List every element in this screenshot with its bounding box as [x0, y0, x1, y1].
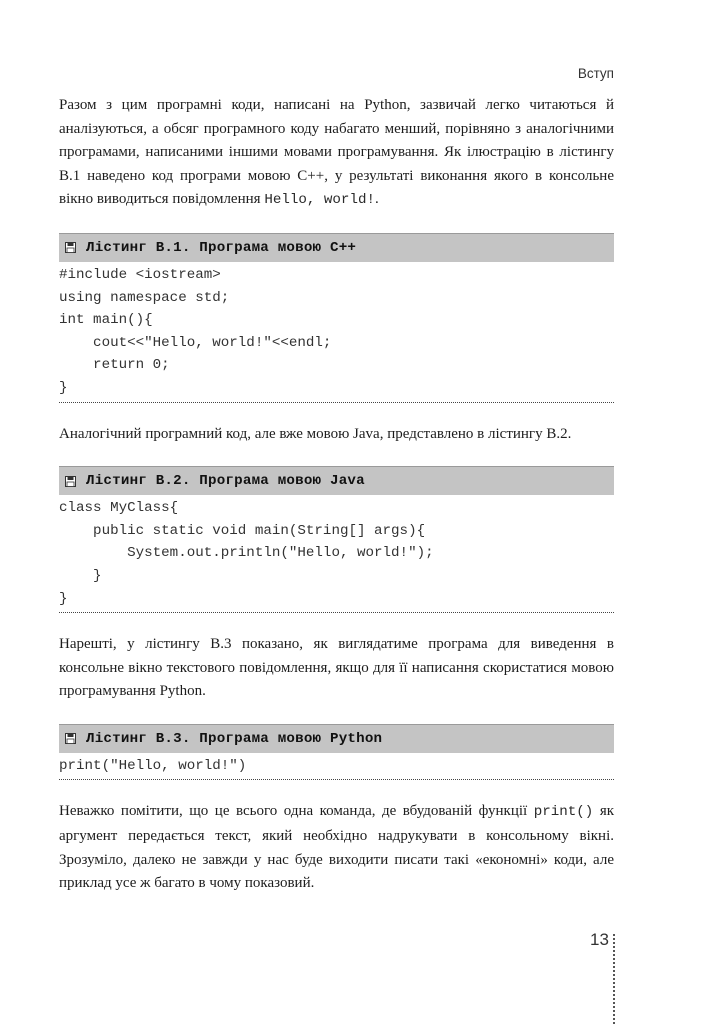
- listing-python: [59, 724, 614, 781]
- code-line: public static void main(String[] args){: [59, 522, 426, 539]
- running-header: Вступ: [577, 66, 614, 81]
- listing-cpp: [59, 233, 614, 403]
- paragraph-intro: [59, 94, 614, 213]
- code-line: cout<<"Hello, world!"<<endl;: [59, 334, 332, 351]
- listing-python-header: [59, 724, 614, 753]
- code-line: class MyClass{: [59, 500, 179, 517]
- paragraph-conclusion: [59, 800, 614, 895]
- code-line: }: [59, 567, 102, 584]
- code-line: print("Hello, world!"): [59, 757, 247, 774]
- listing-cpp-header: [59, 233, 614, 262]
- listing-java: [59, 466, 614, 613]
- paragraph-intro-tail: .: [375, 191, 379, 208]
- code-line: }: [59, 379, 68, 396]
- code-line: }: [59, 590, 68, 607]
- floppy-disk-icon: [65, 733, 76, 744]
- code-line: #include <iostream>: [59, 266, 221, 283]
- paragraph-python-intro: Нарешті, у лістингу В.3 показано, як виглядатиме програма для виведення в консольне вікно текстового повідомлення, якщо для її написання скористатися мовою програмування Python.: [59, 636, 614, 700]
- page-edge-dotted-rule: [613, 934, 615, 1024]
- listing-python-title: Лістинг В.3. Програма мовою Python: [86, 730, 383, 747]
- floppy-disk-icon: [65, 242, 76, 253]
- paragraph-java-intro: Аналогічний програмний код, але вже мовою Java, представлено в лістингу В.2.: [59, 425, 572, 442]
- inline-code-print: print(): [533, 804, 594, 821]
- listing-java-code: [59, 495, 614, 613]
- page-content: [59, 94, 614, 896]
- code-line: int main(){: [59, 312, 153, 329]
- paragraph-conclusion-text: Неважко помітити, що це всього одна команда, де вбудованій функції: [59, 803, 534, 820]
- code-line: return 0;: [59, 357, 170, 374]
- inline-code-hello: Hello, world!: [264, 192, 375, 209]
- floppy-disk-icon: [65, 476, 76, 487]
- listing-java-title: Лістинг В.2. Програма мовою Java: [86, 473, 365, 490]
- page-number: 13: [590, 930, 609, 949]
- paragraph-intro-text: Разом з цим програмні коди, написані на Python, зазвичай легко читаються й аналізуються, а обсяг програмного коду набагато менший, порівняно з аналогічними програмами, написаними іншими мовами програмування. Як ілюстрацію в лістингу В.1 наведено код програми мовою C++, у результаті виконання якого в консольне вікно виводиться повідомлення: [59, 97, 614, 208]
- listing-python-code: [59, 753, 614, 781]
- paragraph-conclusion-text-2: як аргумент передається текст, який необхідно надрукувати в консольному вікні. Зрозуміло, далеко не завжди у нас буде виходити писати такі «економні» коди, але приклад усе ж багато в чому показовий.: [59, 803, 614, 892]
- listing-cpp-code: [59, 262, 614, 403]
- listing-java-header: [59, 466, 614, 495]
- listing-cpp-title: Лістинг В.1. Програма мовою C++: [86, 239, 357, 256]
- code-line: System.out.println("Hello, world!");: [59, 545, 434, 562]
- code-line: using namespace std;: [59, 289, 230, 306]
